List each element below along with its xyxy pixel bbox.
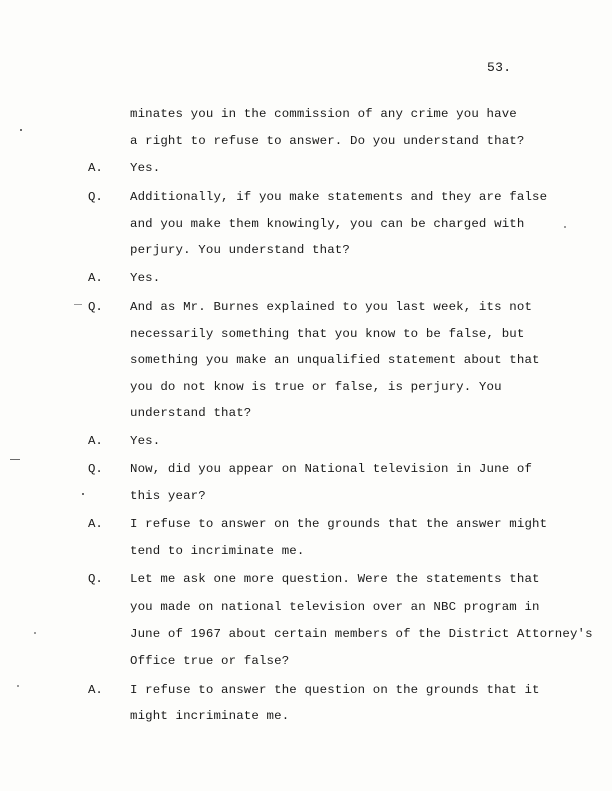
speaker-label: Q.: [88, 572, 103, 586]
transcript-line: perjury. You understand that?: [130, 243, 350, 257]
scan-mark: [10, 459, 20, 460]
transcript-line: And as Mr. Burnes explained to you last week, its not: [130, 300, 533, 314]
transcript-line: I refuse to answer on the grounds that the answer might: [130, 517, 548, 531]
scan-mark: [82, 493, 84, 495]
transcript-line: this year?: [130, 489, 206, 503]
transcript-line: necessarily something that you know to be false, but: [130, 327, 525, 341]
transcript-line: tend to incriminate me.: [130, 544, 305, 558]
transcript-line: you made on national television over an NBC program in: [130, 600, 540, 614]
transcript-line: might incriminate me.: [130, 709, 290, 723]
transcript-line: I refuse to answer the question on the grounds that it: [130, 683, 540, 697]
scan-mark: [20, 129, 22, 131]
page-number: 53.: [487, 60, 512, 75]
speaker-label: A.: [88, 434, 103, 448]
transcript-line: Additionally, if you make statements and they are false: [130, 190, 548, 204]
transcript-line: understand that?: [130, 406, 252, 420]
scan-mark: [17, 685, 19, 687]
speaker-label: Q.: [88, 462, 103, 476]
scan-mark: [34, 632, 36, 634]
transcript-line: a right to refuse to answer. Do you understand that?: [130, 134, 525, 148]
speaker-label: A.: [88, 271, 103, 285]
speaker-label: Q.: [88, 300, 103, 314]
transcript-line: Yes.: [130, 434, 161, 448]
transcript-line: you do not know is true or false, is perjury. You: [130, 380, 502, 394]
transcript-line: Office true or false?: [130, 654, 290, 668]
transcript-line: and you make them knowingly, you can be charged with: [130, 217, 525, 231]
transcript-line: Now, did you appear on National television in June of: [130, 462, 533, 476]
speaker-label: A.: [88, 517, 103, 531]
transcript-line: Yes.: [130, 161, 161, 175]
speaker-label: Q.: [88, 190, 103, 204]
speaker-label: A.: [88, 161, 103, 175]
transcript-line: minates you in the commission of any crime you have: [130, 107, 517, 121]
scan-mark: [74, 304, 82, 305]
speaker-label: A.: [88, 683, 103, 697]
transcript-line: Let me ask one more question. Were the statements that: [130, 572, 540, 586]
scan-mark: [564, 226, 566, 228]
transcript-line: June of 1967 about certain members of the District Attorney's: [130, 627, 593, 641]
transcript-line: Yes.: [130, 271, 161, 285]
transcript-line: something you make an unqualified statement about that: [130, 353, 540, 367]
